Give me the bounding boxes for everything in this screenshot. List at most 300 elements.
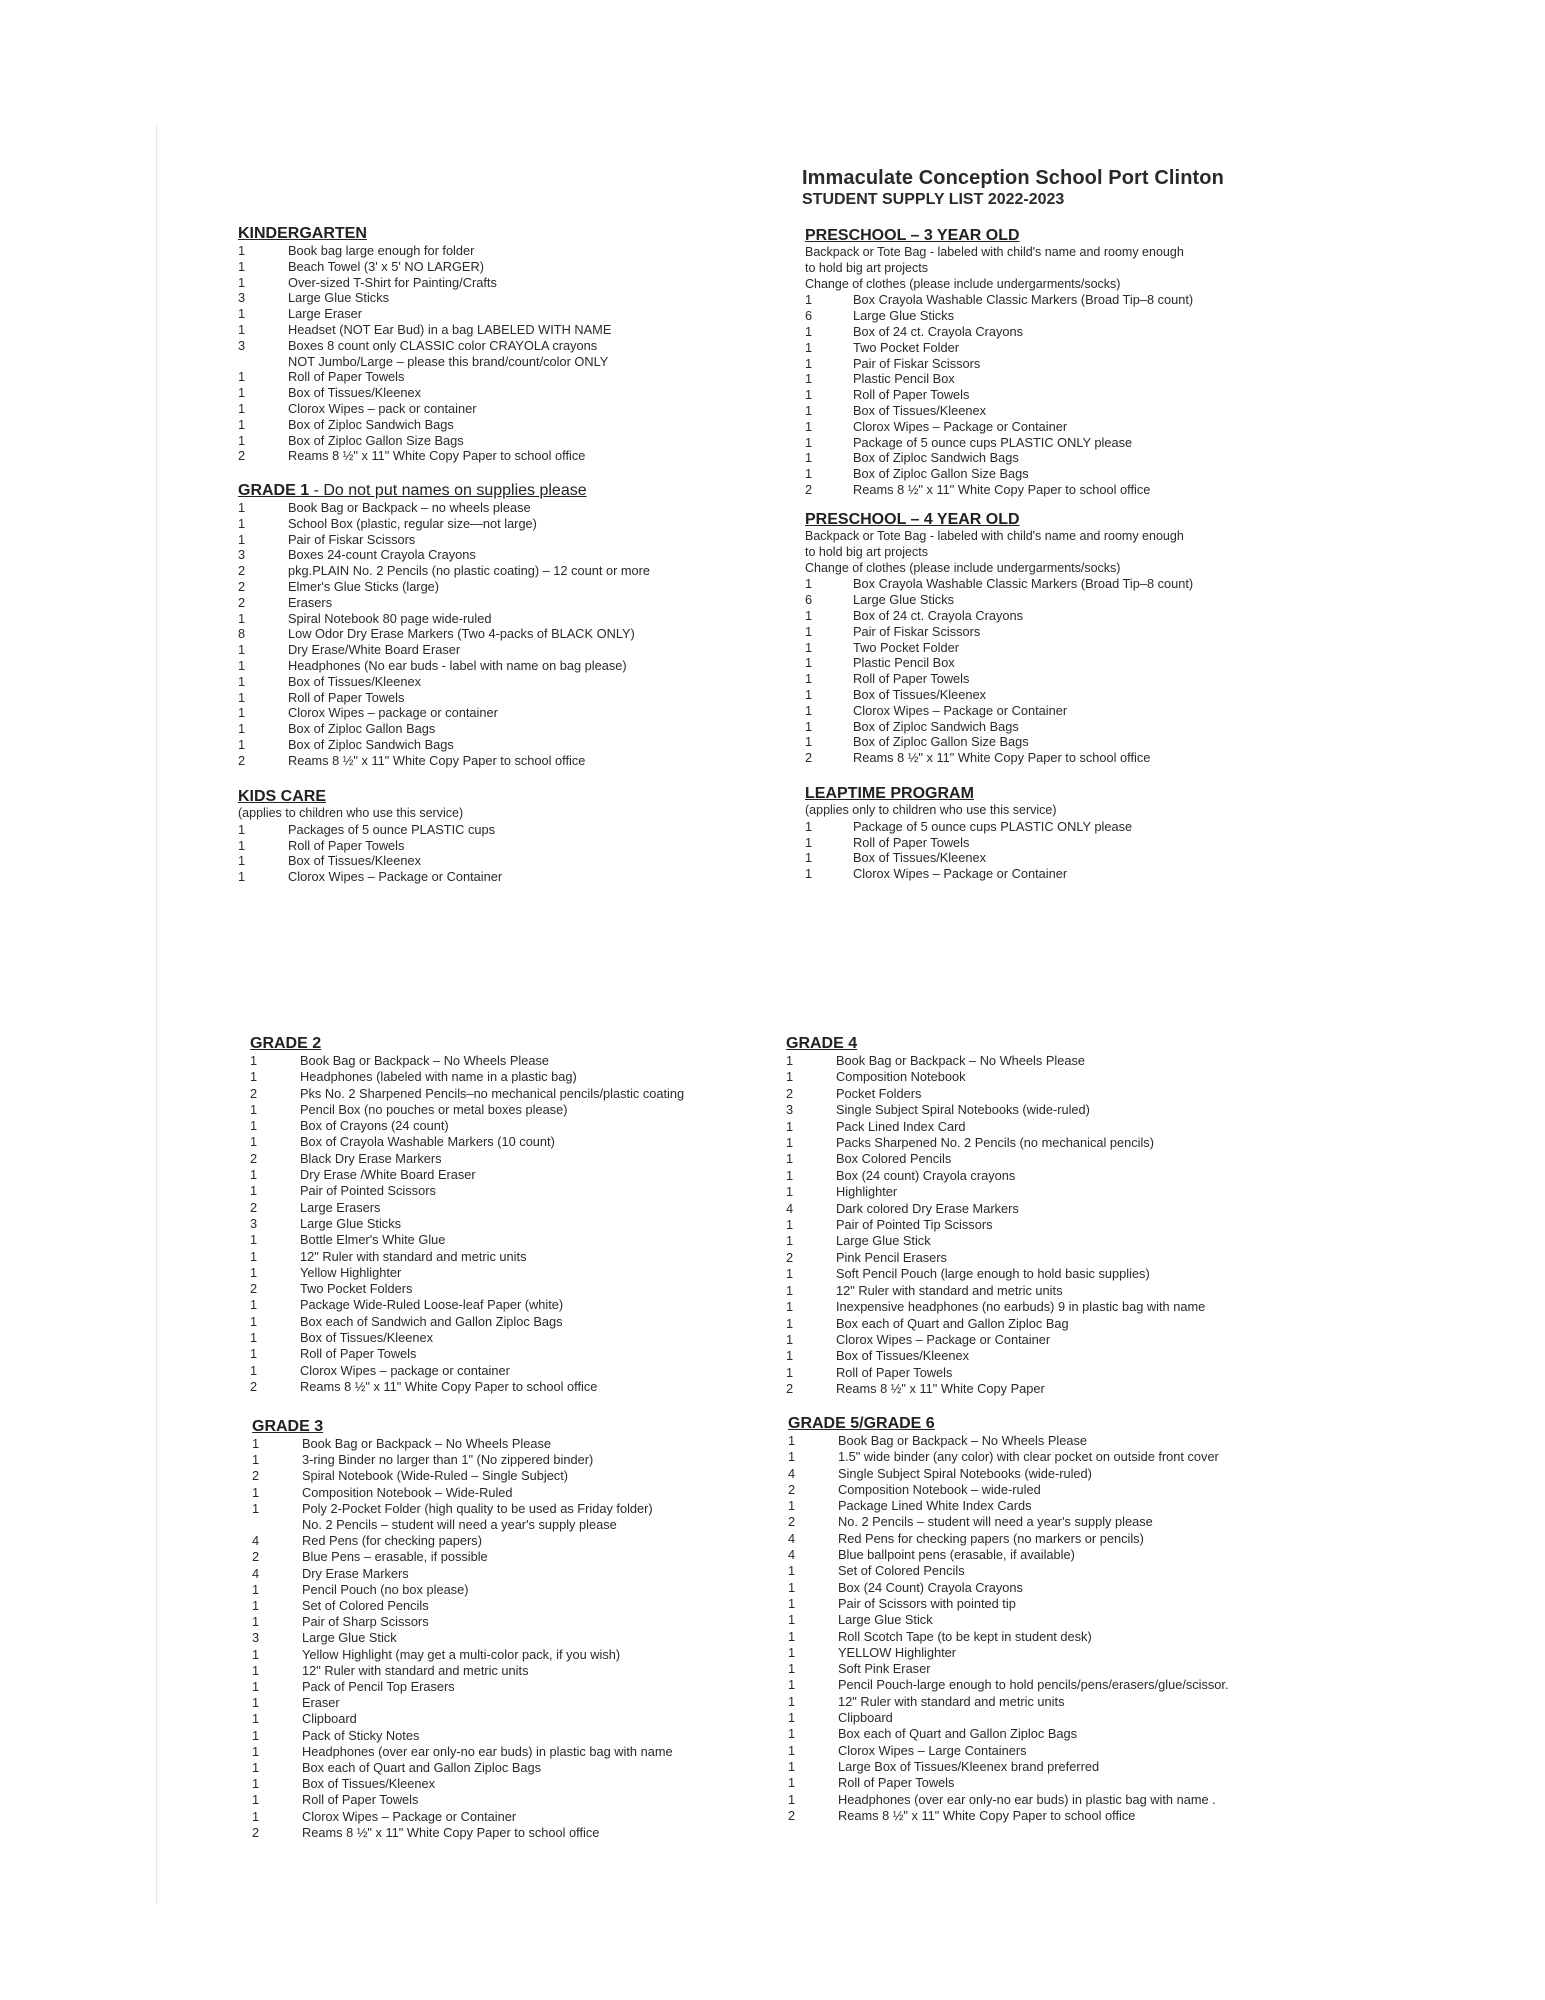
item-quantity: 1: [238, 869, 246, 885]
supply-item: [238, 642, 650, 658]
item-description: Pair of Fiskar Scissors: [853, 623, 981, 639]
item-quantity: 1: [238, 642, 246, 658]
supply-item: [238, 674, 650, 690]
item-description: Highlighter: [836, 1184, 898, 1200]
item-quantity: 1: [252, 1646, 260, 1662]
supply-item: [786, 1168, 1205, 1184]
supply-item: [788, 1433, 1229, 1449]
item-quantity: 1: [238, 274, 246, 290]
supply-item: [786, 1184, 1205, 1200]
item-quantity: 1: [252, 1436, 260, 1451]
item-quantity: 1: [805, 866, 813, 882]
item-quantity: 1: [250, 1362, 258, 1378]
item-quantity: 1: [252, 1452, 260, 1468]
item-quantity: 1: [786, 1151, 794, 1167]
supply-item: [786, 1365, 1205, 1381]
item-list: [238, 500, 650, 769]
item-quantity: 1: [788, 1644, 796, 1660]
item-quantity: 6: [805, 308, 813, 324]
supply-item: [786, 1316, 1205, 1332]
item-description: Clorox Wipes – Package or Container: [853, 418, 1068, 434]
item-quantity: 1: [788, 1612, 796, 1628]
item-quantity: 4: [788, 1465, 796, 1481]
item-quantity: 1: [250, 1232, 258, 1248]
supply-item: [788, 1466, 1229, 1482]
supply-item: [238, 417, 611, 433]
item-description: Clipboard: [838, 1710, 893, 1726]
item-quantity: 1: [805, 371, 813, 387]
item-description: Box Colored Pencils: [836, 1151, 952, 1167]
item-quantity: 1: [250, 1134, 258, 1150]
item-quantity: 2: [252, 1549, 260, 1565]
supply-item: [252, 1614, 673, 1630]
item-description: Two Pocket Folder: [853, 339, 959, 355]
item-quantity: 1: [805, 576, 813, 592]
item-description: Roll Scotch Tape (to be kept in student desk): [838, 1628, 1092, 1644]
supply-item: [252, 1695, 673, 1711]
item-description: Blue ballpoint pens (erasable, if available): [838, 1547, 1075, 1563]
item-quantity: 1: [250, 1183, 258, 1199]
item-quantity: 1: [788, 1677, 796, 1693]
item-quantity: 1: [238, 736, 246, 752]
item-description: Composition Notebook – wide-ruled: [838, 1481, 1041, 1497]
item-description: Book Bag or Backpack – No Wheels Please: [302, 1436, 551, 1451]
supply-item: [786, 1217, 1205, 1233]
item-quantity: 2: [238, 752, 246, 768]
section-kids-care: [238, 788, 502, 885]
item-quantity: 1: [250, 1248, 258, 1264]
item-quantity: 1: [786, 1069, 794, 1085]
school-title: Immaculate Conception School Port Clinton: [802, 167, 1224, 189]
item-quantity: 1: [238, 705, 246, 721]
item-description: Pair of Pointed Scissors: [300, 1183, 436, 1199]
supply-item: [238, 516, 650, 532]
item-description: 12" Ruler with standard and metric units: [300, 1248, 527, 1264]
supply-item: [805, 640, 1193, 656]
supply-item: [788, 1661, 1229, 1677]
item-description: Inexpensive headphones (no earbuds) 9 in plastic bag with name: [836, 1299, 1206, 1315]
section-leaptime: [805, 785, 1132, 882]
item-description: Box of Ziploc Sandwich Bags: [288, 416, 454, 432]
item-quantity: 1: [786, 1167, 794, 1183]
item-description: Box of Ziploc Gallon Size Bags: [853, 734, 1029, 750]
section-intro: [805, 529, 1193, 576]
item-quantity: 1: [252, 1776, 260, 1792]
supply-item: [805, 734, 1193, 750]
item-quantity: 1: [786, 1135, 794, 1151]
item-quantity: 1: [238, 531, 246, 547]
item-quantity: 1: [238, 400, 246, 416]
supply-item: [788, 1498, 1229, 1514]
item-description: Box of Ziploc Sandwich Bags: [853, 718, 1019, 734]
supply-item: [252, 1760, 673, 1776]
item-quantity: 1: [238, 837, 246, 853]
supply-item: [788, 1759, 1229, 1775]
supply-item: [252, 1647, 673, 1663]
item-quantity: 2: [786, 1249, 794, 1265]
item-description: Box of Tissues/Kleenex: [836, 1348, 970, 1364]
item-description: Yellow Highlighter: [300, 1264, 402, 1280]
supply-item: [788, 1726, 1229, 1742]
item-quantity: 1: [786, 1315, 794, 1331]
item-description: 12" Ruler with standard and metric units: [838, 1693, 1065, 1709]
supply-item: [250, 1183, 684, 1199]
item-quantity: 1: [250, 1053, 258, 1068]
item-description: Eraser: [302, 1695, 340, 1711]
item-description: Box each of Quart and Gallon Ziploc Bag: [836, 1315, 1069, 1331]
item-quantity: 1: [250, 1167, 258, 1183]
supply-item: [250, 1167, 684, 1183]
item-description: Box of Tissues/Kleenex: [853, 850, 987, 866]
item-description: Composition Notebook – Wide-Ruled: [302, 1484, 513, 1500]
supply-item: [788, 1563, 1229, 1579]
item-description: Reams 8 ½" x 11" White Copy Paper to school office: [853, 750, 1151, 766]
item-description: Box of Tissues/Kleenex: [853, 686, 987, 702]
item-description: Reams 8 ½" x 11" White Copy Paper to school office: [838, 1807, 1136, 1823]
supply-item: [252, 1711, 673, 1727]
supply-item: [238, 563, 650, 579]
supply-item: [786, 1151, 1205, 1167]
item-quantity: 1: [252, 1614, 260, 1630]
item-description: Clorox Wipes – Package or Container: [853, 702, 1068, 718]
item-quantity: 2: [252, 1824, 260, 1840]
supply-item: [250, 1297, 684, 1313]
item-quantity: 1: [252, 1679, 260, 1695]
section-title-main: GRADE 1: [238, 482, 310, 499]
supply-item: [805, 324, 1193, 340]
supply-item: [252, 1517, 673, 1533]
item-quantity: 1: [252, 1727, 260, 1743]
supply-item: [805, 403, 1193, 419]
supply-item: [788, 1710, 1229, 1726]
item-description: Reams 8 ½" x 11" White Copy Paper to school office: [288, 752, 586, 768]
item-quantity: 2: [250, 1199, 258, 1215]
item-description: Box of Tissues/Kleenex: [288, 385, 422, 401]
item-description: Set of Colored Pencils: [838, 1563, 965, 1579]
supply-item: [805, 576, 1193, 592]
item-quantity: 1: [788, 1758, 796, 1774]
supply-item: [786, 1201, 1205, 1217]
item-quantity: 1: [805, 655, 813, 671]
supply-item: [786, 1381, 1205, 1397]
item-list: [788, 1433, 1229, 1824]
item-description: Box of Crayons (24 count): [300, 1118, 449, 1134]
item-description: Boxes 24-count Crayola Crayons: [288, 547, 476, 563]
section-title: PRESCHOOL – 4 YEAR OLD: [805, 511, 1020, 528]
supply-item: [252, 1485, 673, 1501]
supply-item: [805, 482, 1193, 498]
item-description: Blue Pens – erasable, if possible: [302, 1549, 488, 1565]
item-quantity: 1: [805, 292, 813, 308]
item-quantity: 2: [805, 481, 813, 497]
item-list: [805, 292, 1193, 497]
item-quantity: 1: [788, 1563, 796, 1579]
supply-item: [252, 1452, 673, 1468]
item-description: Roll of Paper Towels: [288, 369, 405, 385]
item-description: Large Glue Sticks: [853, 592, 955, 608]
item-quantity: 1: [788, 1595, 796, 1611]
item-quantity: 1: [805, 671, 813, 687]
item-description: Clorox Wipes – Package or Container: [302, 1808, 517, 1824]
item-description: Plastic Pencil Box: [853, 371, 955, 387]
supply-item: [238, 369, 611, 385]
item-description: Dry Erase/White Board Eraser: [288, 642, 461, 658]
supply-item: [238, 595, 650, 611]
item-description: Composition Notebook: [836, 1069, 966, 1085]
item-quantity: 1: [786, 1348, 794, 1364]
supply-item: [805, 655, 1193, 671]
item-description: Box (24 count) Crayola crayons: [836, 1167, 1016, 1183]
supply-item: [788, 1629, 1229, 1645]
item-description: Box of Tissues/Kleenex: [300, 1330, 434, 1346]
item-quantity: 1: [238, 432, 246, 448]
section-title: KINDERGARTEN: [238, 225, 367, 242]
supply-item: [238, 822, 502, 838]
item-description: Single Subject Spiral Notebooks (wide-ruled): [836, 1102, 1090, 1118]
section-grade4: [786, 1035, 1205, 1398]
item-description: Package Lined White Index Cards: [838, 1498, 1032, 1514]
item-quantity: 1: [805, 607, 813, 623]
item-list: [805, 819, 1132, 882]
item-description: School Box (plastic, regular size—not large): [288, 515, 537, 531]
item-description: Soft Pink Eraser: [838, 1661, 931, 1677]
item-quantity: 2: [786, 1381, 794, 1397]
supply-item: [252, 1809, 673, 1825]
item-quantity: 6: [805, 592, 813, 608]
supply-item: [238, 243, 611, 259]
supply-item: [805, 592, 1193, 608]
item-description: Box (24 Count) Crayola Crayons: [838, 1579, 1023, 1595]
item-list: [250, 1053, 684, 1395]
item-quantity: 2: [805, 750, 813, 766]
item-quantity: 3: [252, 1630, 260, 1646]
item-description: Pack of Pencil Top Erasers: [302, 1679, 455, 1695]
item-description: Headphones (over ear only-no ear buds) in plastic bag with name: [302, 1743, 673, 1759]
intro-line: to hold big art projects: [805, 544, 928, 559]
item-quantity: 1: [788, 1726, 796, 1742]
supply-item: [252, 1825, 673, 1841]
supply-item: [786, 1283, 1205, 1299]
item-quantity: 4: [786, 1200, 794, 1216]
item-description: Pair of Scissors with pointed tip: [838, 1595, 1016, 1611]
item-quantity: 1: [252, 1484, 260, 1500]
item-description: Large Glue Sticks: [288, 290, 390, 306]
supply-item: [805, 703, 1193, 719]
item-quantity: 2: [788, 1807, 796, 1823]
supply-item: [252, 1533, 673, 1549]
supply-item: [250, 1069, 684, 1085]
item-list: [805, 576, 1193, 766]
item-description: Pencil Pouch-large enough to hold pencils/pens/erasers/glue/scissor.: [838, 1677, 1229, 1693]
supply-item: [238, 433, 611, 449]
section-title: [238, 482, 650, 500]
supply-item: [238, 611, 650, 627]
supply-item: [238, 753, 650, 769]
item-quantity: 3: [238, 337, 246, 353]
item-quantity: 1: [252, 1792, 260, 1808]
item-quantity: 1: [786, 1053, 794, 1068]
section-preschool-3: [805, 227, 1193, 498]
intro-line: Backpack or Tote Bag - labeled with child's name and roomy enough: [805, 529, 1184, 543]
item-quantity: 1: [786, 1282, 794, 1298]
item-quantity: 1: [788, 1742, 796, 1758]
supply-item: [238, 306, 611, 322]
item-description: Clorox Wipes – Package or Container: [288, 869, 503, 885]
intro-line: Change of clothes (please include undergarments/socks): [805, 276, 1121, 291]
item-description: Clipboard: [302, 1711, 357, 1727]
supply-item: [238, 721, 650, 737]
supply-item: [252, 1630, 673, 1646]
item-quantity: 1: [805, 355, 813, 371]
item-description: Box of 24 ct. Crayola Crayons: [853, 607, 1023, 623]
supply-item: [788, 1482, 1229, 1498]
item-description: Clorox Wipes – package or container: [300, 1362, 510, 1378]
section-intro: [805, 245, 1193, 292]
supply-item: [786, 1135, 1205, 1151]
supply-item: [805, 719, 1193, 735]
item-quantity: 1: [805, 434, 813, 450]
item-quantity: 2: [238, 578, 246, 594]
supply-item: [250, 1346, 684, 1362]
item-quantity: 1: [238, 385, 246, 401]
item-description: Roll of Paper Towels: [836, 1364, 953, 1380]
item-description: Box Crayola Washable Classic Markers (Broad Tip–8 count): [853, 292, 1194, 308]
item-description: Roll of Paper Towels: [838, 1775, 955, 1791]
supply-item: [252, 1728, 673, 1744]
item-description: Roll of Paper Towels: [288, 689, 405, 705]
supply-item: [788, 1514, 1229, 1530]
item-description: Book Bag or Backpack – No Wheels Please: [838, 1433, 1087, 1448]
item-quantity: 1: [786, 1364, 794, 1380]
item-description: Reams 8 ½" x 11" White Copy Paper to school office: [853, 481, 1151, 497]
item-quantity: 1: [238, 258, 246, 274]
item-description: Pack Lined Index Card: [836, 1118, 966, 1134]
section-intro: (applies to children who use this service): [238, 806, 464, 820]
section-grade5-6: [788, 1415, 1229, 1824]
item-quantity: 1: [786, 1184, 794, 1200]
supply-item: [252, 1744, 673, 1760]
item-quantity: 4: [252, 1533, 260, 1549]
supply-item: [250, 1265, 684, 1281]
supply-item: [786, 1102, 1205, 1118]
supply-item: [250, 1086, 684, 1102]
item-quantity: 1: [252, 1500, 260, 1516]
supply-item: [250, 1118, 684, 1134]
item-description: Reams 8 ½" x 11" White Copy Paper to school office: [302, 1824, 600, 1840]
item-quantity: 1: [786, 1233, 794, 1249]
item-quantity: 1: [805, 623, 813, 639]
item-quantity: 2: [250, 1281, 258, 1297]
item-description: Clorox Wipes – Package or Container: [836, 1331, 1051, 1347]
section-title: GRADE 3: [252, 1418, 324, 1435]
item-quantity: 2: [252, 1468, 260, 1484]
supply-item: [238, 869, 502, 885]
item-quantity: 1: [805, 850, 813, 866]
supply-item: [805, 308, 1193, 324]
supply-item: [250, 1134, 684, 1150]
item-description: Package of 5 ounce cups PLASTIC ONLY please: [853, 818, 1133, 834]
item-description: Erasers: [288, 594, 333, 610]
item-description: Large Glue Stick: [302, 1630, 397, 1646]
item-quantity: 1: [805, 734, 813, 750]
item-description: Headphones (over ear only-no ear buds) in plastic bag with name .: [838, 1791, 1216, 1807]
scan-edge-line: [156, 124, 157, 1904]
supply-item: [786, 1086, 1205, 1102]
item-quantity: 1: [238, 689, 246, 705]
item-quantity: 1: [805, 718, 813, 734]
item-quantity: 1: [805, 639, 813, 655]
item-quantity: 1: [788, 1791, 796, 1807]
item-description: 12" Ruler with standard and metric units: [302, 1662, 529, 1678]
section-grade3: [252, 1418, 673, 1841]
item-description: Box of Ziploc Gallon Size Bags: [288, 432, 464, 448]
item-list: [238, 822, 502, 885]
supply-item: [805, 356, 1193, 372]
item-quantity: 2: [250, 1378, 258, 1394]
section-preschool-4: [805, 511, 1193, 766]
supply-item: [805, 850, 1132, 866]
item-description: Packs Sharpened No. 2 Pencils (no mechanical pencils): [836, 1135, 1154, 1151]
item-description: Spiral Notebook 80 page wide-ruled: [288, 610, 492, 626]
item-description: Pack of Sticky Notes: [302, 1727, 420, 1743]
item-description: Dry Erase /White Board Eraser: [300, 1167, 476, 1183]
item-description: Roll of Paper Towels: [300, 1346, 417, 1362]
item-description: Reams 8 ½" x 11" White Copy Paper to school office: [288, 448, 586, 464]
item-description: Book Bag or Backpack – no wheels please: [288, 500, 531, 515]
item-description: Set of Colored Pencils: [302, 1598, 429, 1614]
item-description: Reams 8 ½" x 11" White Copy Paper to school office: [300, 1378, 598, 1394]
item-description: Package of 5 ounce cups PLASTIC ONLY please: [853, 434, 1133, 450]
supply-item: [788, 1531, 1229, 1547]
item-description: Headphones (labeled with name in a plastic bag): [300, 1069, 577, 1085]
supply-item: [252, 1776, 673, 1792]
supply-item: [238, 290, 611, 306]
item-quantity: 1: [805, 387, 813, 403]
supply-item: [250, 1232, 684, 1248]
supply-item: [238, 705, 650, 721]
item-quantity: 1: [238, 500, 246, 515]
supply-item: [805, 292, 1193, 308]
item-quantity: 3: [238, 547, 246, 563]
item-quantity: 4: [788, 1530, 796, 1546]
supply-item: [805, 608, 1193, 624]
supply-item: [238, 275, 611, 291]
item-quantity: 1: [238, 306, 246, 322]
item-description: Large Glue Sticks: [853, 308, 955, 324]
item-description: Low Odor Dry Erase Markers (Two 4-packs of BLACK ONLY): [288, 626, 635, 642]
item-description: Roll of Paper Towels: [302, 1792, 419, 1808]
supply-item: [786, 1299, 1205, 1315]
supply-item: [252, 1566, 673, 1582]
supply-item: [786, 1332, 1205, 1348]
item-quantity: 1: [805, 834, 813, 850]
item-quantity: 2: [788, 1514, 796, 1530]
item-description: 12" Ruler with standard and metric units: [836, 1282, 1063, 1298]
document-header: [802, 166, 1224, 210]
item-quantity: 1: [252, 1808, 260, 1824]
item-quantity: 1: [805, 418, 813, 434]
item-quantity: 1: [250, 1101, 258, 1117]
item-list: [238, 243, 611, 464]
item-quantity: 1: [805, 323, 813, 339]
item-description: Book Bag or Backpack – No Wheels Please: [300, 1053, 549, 1068]
supply-item: [238, 853, 502, 869]
item-description: Pencil Box (no pouches or metal boxes please): [300, 1101, 568, 1117]
item-description: Beach Towel (3' x 5' NO LARGER): [288, 258, 484, 274]
section-kindergarten: [238, 225, 611, 464]
item-description: Package Wide-Ruled Loose-leaf Paper (white): [300, 1297, 564, 1313]
item-quantity: 1: [786, 1118, 794, 1134]
